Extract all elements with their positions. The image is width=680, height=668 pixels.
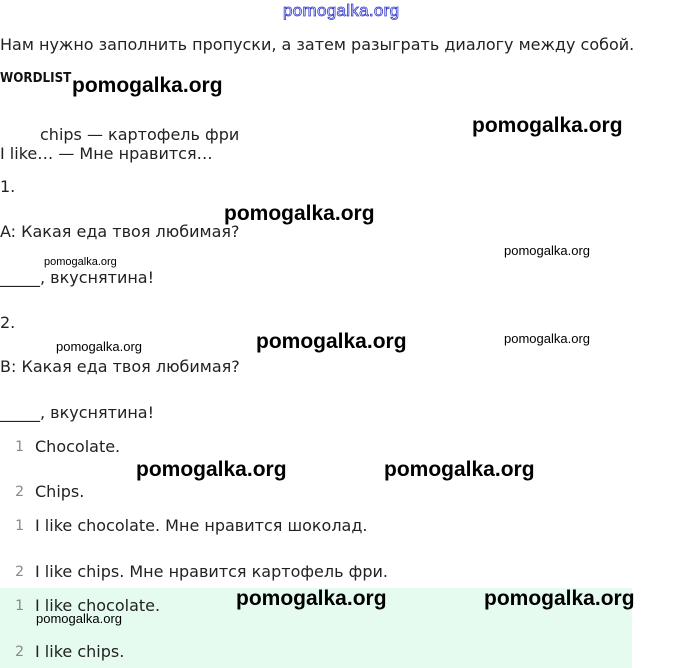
- dialog1-question: A: Какая еда твоя любимая?: [0, 222, 240, 241]
- list3-item-number: 2: [15, 644, 24, 660]
- watermark: pomogalka.org: [504, 243, 590, 258]
- intro-text: Нам нужно заполнить пропуски, а затем разыграть диалогу между собой.: [0, 35, 635, 54]
- watermark: pomogalka.org: [36, 611, 122, 626]
- watermark: pomogalka.org: [224, 202, 375, 225]
- list2-item-text: I like chocolate. Мне нравится шоколад.: [35, 516, 368, 535]
- dialog2-number: 2.: [0, 313, 16, 332]
- dialog2-answer: _____, вкуснятина!: [0, 403, 155, 422]
- list1-item-number: 1: [15, 439, 24, 455]
- wordlist-title: WORDLIST: [0, 71, 72, 86]
- watermark: pomogalka.org: [56, 339, 142, 354]
- watermark: pomogalka.org: [236, 587, 387, 610]
- list1-item-text: Chips.: [35, 482, 85, 501]
- watermark: pomogalka.org: [472, 114, 623, 137]
- dialog2-question: B: Какая еда твоя любимая?: [0, 357, 240, 376]
- list1-item-text: Chocolate.: [35, 437, 121, 456]
- wordlist-entry-text: chips — картофель фри: [40, 125, 240, 144]
- list2-item-text: I like chips. Мне нравится картофель фри.: [35, 562, 388, 581]
- list1-item-number: 2: [15, 484, 24, 500]
- phrase-text: I like… — Мне нравится…: [0, 144, 213, 163]
- watermark: pomogalka.org: [384, 458, 535, 481]
- list3-item-text: I like chocolate.: [35, 596, 161, 615]
- watermark: pomogalka.org: [136, 458, 287, 481]
- watermark: pomogalka.org: [484, 587, 635, 610]
- watermark: pomogalka.org: [504, 331, 590, 346]
- header-watermark: pomogalka.org: [283, 1, 400, 20]
- dialog1-number: 1.: [0, 177, 16, 196]
- watermark: pomogalka.org: [256, 330, 407, 353]
- dialog1-answer: _____, вкуснятина!: [0, 268, 155, 287]
- list3-item-number: 1: [15, 598, 24, 614]
- list3-item-text: I like chips.: [35, 642, 125, 661]
- list2-item-number: 2: [15, 564, 24, 580]
- watermark: pomogalka.org: [72, 74, 223, 97]
- list2-item-number: 1: [15, 518, 24, 534]
- watermark: pomogalka.org: [44, 256, 117, 268]
- wordlist-entry: [40, 125, 240, 144]
